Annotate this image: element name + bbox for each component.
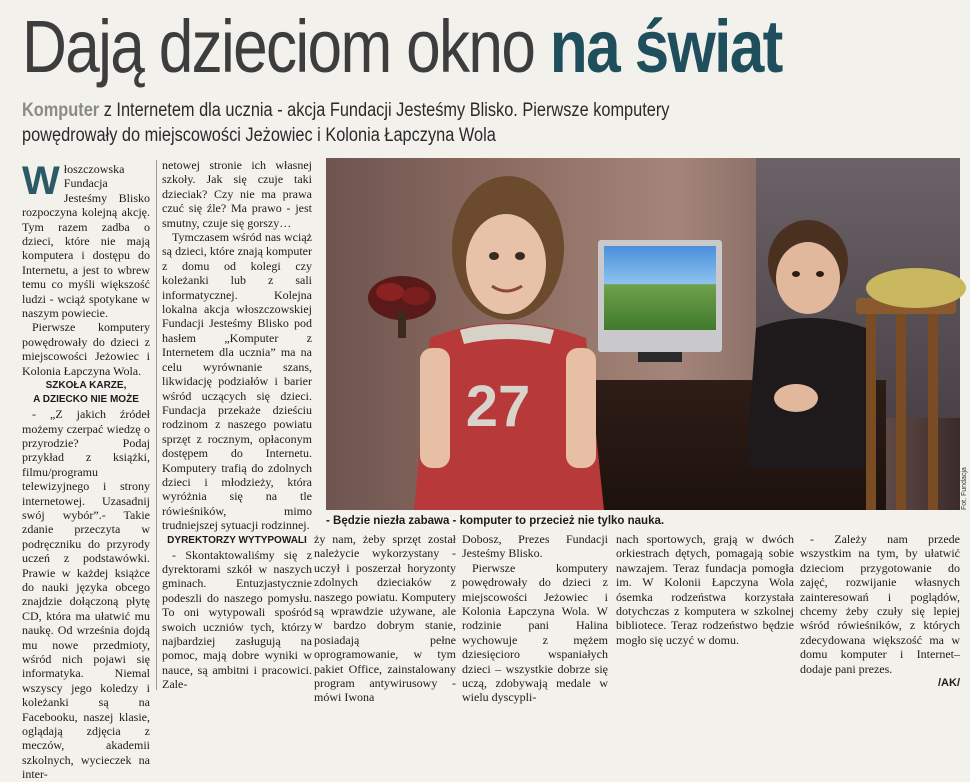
- lead-kicker: Komputer: [22, 100, 100, 121]
- column-3-paragraph-1: ży nam, żeby sprzęt został należycie wykorzystany - uczył i poszerzał horyzonty zdolnych dzieciaków z naszego powiatu. Komputery są wprawdzie używane, ale w bardzo dobrym stanie, posiadają pełne oprogramowanie, w tym pakiet Office, zainstalowany program antywirusowy - mówi Iwona: [314, 532, 456, 705]
- lead-paragraph: [22, 98, 676, 148]
- column-2-paragraph-2: Tymczasem wśród nas wciąż są dzieci, które znają komputer z domu od kolegi czy koleżanki lub z sali informatycznej. Kolejna lokalna akcja włoszczowskiej Fundacji Jesteśmy Blisko pod hasłem „Komputer z Internetem dla ucznia” ma na celu wyrównanie szans, likwidację podziałów i barier wśród uczących się dzieci. Fundacja przekaże dzieściu rodzinom z naszego powiatu sprzęt z rocznym, opłaconym dostępem do Internetu. Komputery trafią do zdolnych dzieci i młodzieży, która wyróżnia się na tle rówieśników, mimo trudniejszej sytuacji rodzinnej.: [162, 230, 312, 533]
- article-photo: [326, 158, 960, 510]
- column-4-paragraph-2: Pierwsze komputery powędrowały do dzieci z miejscowości Jeżowiec i Kolonia Łapczyna Wola. W rodzinie pani Halina wychowuje z mężem dziesięcioro wspaniałych dzieci – wszystkie dobrze się uczą, zdobywają medale w wielu dyscypli-: [462, 560, 608, 705]
- article-column-3: [314, 532, 456, 705]
- headline-bold: na świat: [549, 5, 782, 88]
- column-1-paragraph-2: Pierwsze komputery powędrowały do dzieci z miejscowości Jeżowiec i Kolonia Łapczyna Wola.: [22, 320, 150, 378]
- girl-figure: [390, 168, 620, 510]
- subhead-2: DYREKTORZY WYTYPOWALI: [167, 534, 307, 546]
- subhead-1-line-1: SZKOŁA KARZE,: [45, 380, 127, 392]
- monitor-screen: [604, 246, 716, 330]
- headline-light: Dają dzieciom okno: [22, 5, 535, 88]
- column-divider: [156, 160, 157, 690]
- column-1-paragraph-1: Włoszczowska Fundacja Jesteśmy Blisko rozpoczyna kolejną akcję. Tym razem zadba o dzieci, które nie mają komputera i dostępu do Internetu, a jest to wbrew temu co myśli większość ludzi - wciąż spotykane w naszym powiecie.: [22, 159, 150, 321]
- lead-text: z Internetem dla ucznia - akcja Fundacji Jesteśmy Blisko. Pierwsze komputery powędrowały do miejscowości Jeżowiec i Kolonia Łapczyna Wola: [22, 100, 670, 146]
- article-column-4: [462, 532, 608, 705]
- monitor-base: [638, 352, 682, 362]
- author-signature: /AK/: [938, 677, 960, 690]
- subhead-1-line-2: A DZIECKO NIE MOŻE: [33, 394, 139, 406]
- article-column-6: [800, 532, 960, 690]
- shirt-number: 27: [465, 374, 531, 439]
- column-2-paragraph-3: - Skontaktowaliśmy się z dyrektorami szkół w naszych gminach. Entuzjastycznie podeszli do naszego pomysłu. To oni wytypowali spośród swoich uczniów tych, którzy najbardziej zasługują na pomoc, mają dobre wyniki w nauce, są ambitni i pracowici. Zale-: [162, 547, 312, 692]
- column-6-paragraph-1: - Zależy nam przede wszystkim na tym, by ułatwić dzieciom przygotowanie do zajęć, rozwijanie własnych zainteresowań i poglądów, chcemy żeby czuły się lepiej wśród rówieśników, z których zdecydowana większość ma w domu komputer i Internet– dodaje pani prezes.: [800, 532, 960, 676]
- article-column-2: [162, 158, 312, 690]
- column-2-paragraph-1: netowej stronie ich własnej szkoły. Jak się czuje taki dzieciak? Czy nie ma prawa czuć się źle? Ma prawo - jest smutny, czuje się gorszy…: [162, 158, 312, 230]
- article-column-5: [616, 532, 794, 690]
- headline: [22, 2, 782, 92]
- photo-credit: Fot. Fundacja: [961, 467, 968, 510]
- column-4-paragraph-1: Dobosz, Prezes Fundacji Jesteśmy Blisko.: [462, 532, 608, 561]
- wooden-chair: [846, 278, 960, 510]
- column-5-paragraph-1: nach sportowych, grają w dwóch orkiestrach dętych, pomagają sobie nawzajem. Teraz fundacja pomogła im. W Kolonii Łapczyna Wola ósemka rodzeństwa korzystała dotychczas z komputera w szkolnej bibliotece. Teraz rodzeństwo będzie mogło się uczyć w domu.: [616, 532, 794, 647]
- article-column-1: [22, 159, 150, 782]
- drop-cap: W: [22, 159, 60, 203]
- photo-caption: - Będzie niezła zabawa - komputer to przecież nie tylko nauka.: [326, 515, 665, 527]
- column-1-paragraph-3: - „Z jakich źródeł możemy czerpać wiedzę o przyrodzie? Podaj przykład z książki, filmu/programu telewizyjnego i strony internetowej. Uzasadnij swój wybór”.- Takie zdanie przeczyta w podręczniku do przyrody uczeń z podstawówki. Prawie w każdej książce do nauki języka obcego znajdzie dołączoną płytę CD, która ma ułatwić mu naukę. Od września dojdą mu nowe przedmioty, wśród nich pojawi się informatyka. Niemal wszyscy jego koledzy i koleżanki są na Facebooku, naszej klasie, oglądają zdjęcia z meczów, akademii szkolnych, wycieczek na inter-: [22, 407, 150, 782]
